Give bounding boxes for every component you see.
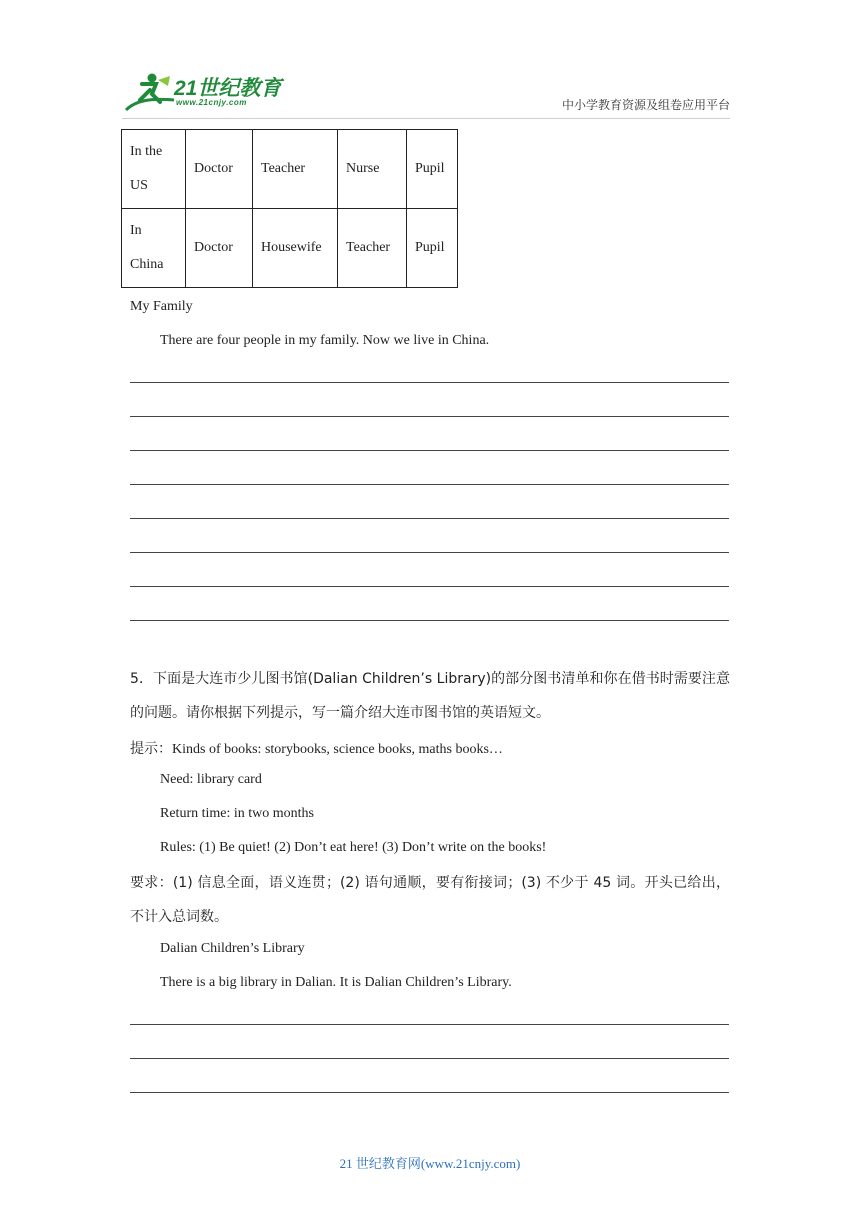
answer-line[interactable] <box>130 484 729 485</box>
question-5-need: Need: library card <box>160 772 262 787</box>
question-5-requirement: 要求：(1) 信息全面，语义连贯；(2) 语句通顺，要有衔接词；(3) 不少于 45 词。开头已给出，不计入总词数。 <box>130 875 730 925</box>
logo-url: www.21cnjy.com <box>176 98 247 107</box>
table-cell: Doctor <box>186 209 253 288</box>
question-5-hint: 提示：Kinds of books: storybooks, science books, maths books… <box>130 742 503 757</box>
table-row <box>122 209 458 288</box>
essay-5-opening: There is a big library in Dalian. It is Dalian Children’s Library. <box>160 975 512 990</box>
question-5-rules: Rules: (1) Be quiet! (2) Don’t eat here! (3) Don’t write on the books! <box>160 840 547 855</box>
answer-line[interactable] <box>130 586 729 587</box>
table-row <box>122 130 458 209</box>
answer-line[interactable] <box>130 518 729 519</box>
answer-line[interactable] <box>130 620 729 621</box>
logo-text: 21世纪教育 <box>174 77 282 100</box>
answer-line[interactable] <box>130 552 729 553</box>
header-divider <box>122 118 730 119</box>
table-cell: Teacher <box>253 130 338 209</box>
table-cell: Nurse <box>338 130 407 209</box>
table-cell: Doctor <box>186 130 253 209</box>
essay-5-title: Dalian Children’s Library <box>160 941 305 956</box>
runner-icon <box>122 70 178 116</box>
jobs-table <box>121 129 458 288</box>
answer-line[interactable] <box>130 450 729 451</box>
question-5-return-time: Return time: in two months <box>160 806 314 821</box>
essay-title: My Family <box>130 299 193 314</box>
answer-line[interactable] <box>130 416 729 417</box>
footer-link[interactable]: 21 世纪教育网(www.21cnjy.com) <box>339 1156 521 1171</box>
answer-line[interactable] <box>130 1058 729 1059</box>
row-label: In the US <box>122 130 186 209</box>
question-5-prompt: 5．下面是大连市少儿图书馆(Dalian Children’s Library)的部分图书清单和你在借书时需要注意的问题。请你根据下列提示，写一篇介绍大连市图书馆的英语短文。 <box>130 671 730 721</box>
header-platform-name: 中小学教育资源及组卷应用平台 <box>561 98 730 112</box>
table-cell: Teacher <box>338 209 407 288</box>
answer-line[interactable] <box>130 1024 729 1025</box>
table-cell: Pupil <box>407 130 458 209</box>
table-cell: Pupil <box>407 209 458 288</box>
essay-opening: There are four people in my family. Now we live in China. <box>160 333 490 348</box>
answer-line[interactable] <box>130 1092 729 1093</box>
table-cell: Housewife <box>253 209 338 288</box>
answer-line[interactable] <box>130 382 729 383</box>
row-label: In China <box>122 209 186 288</box>
site-logo <box>122 70 292 116</box>
